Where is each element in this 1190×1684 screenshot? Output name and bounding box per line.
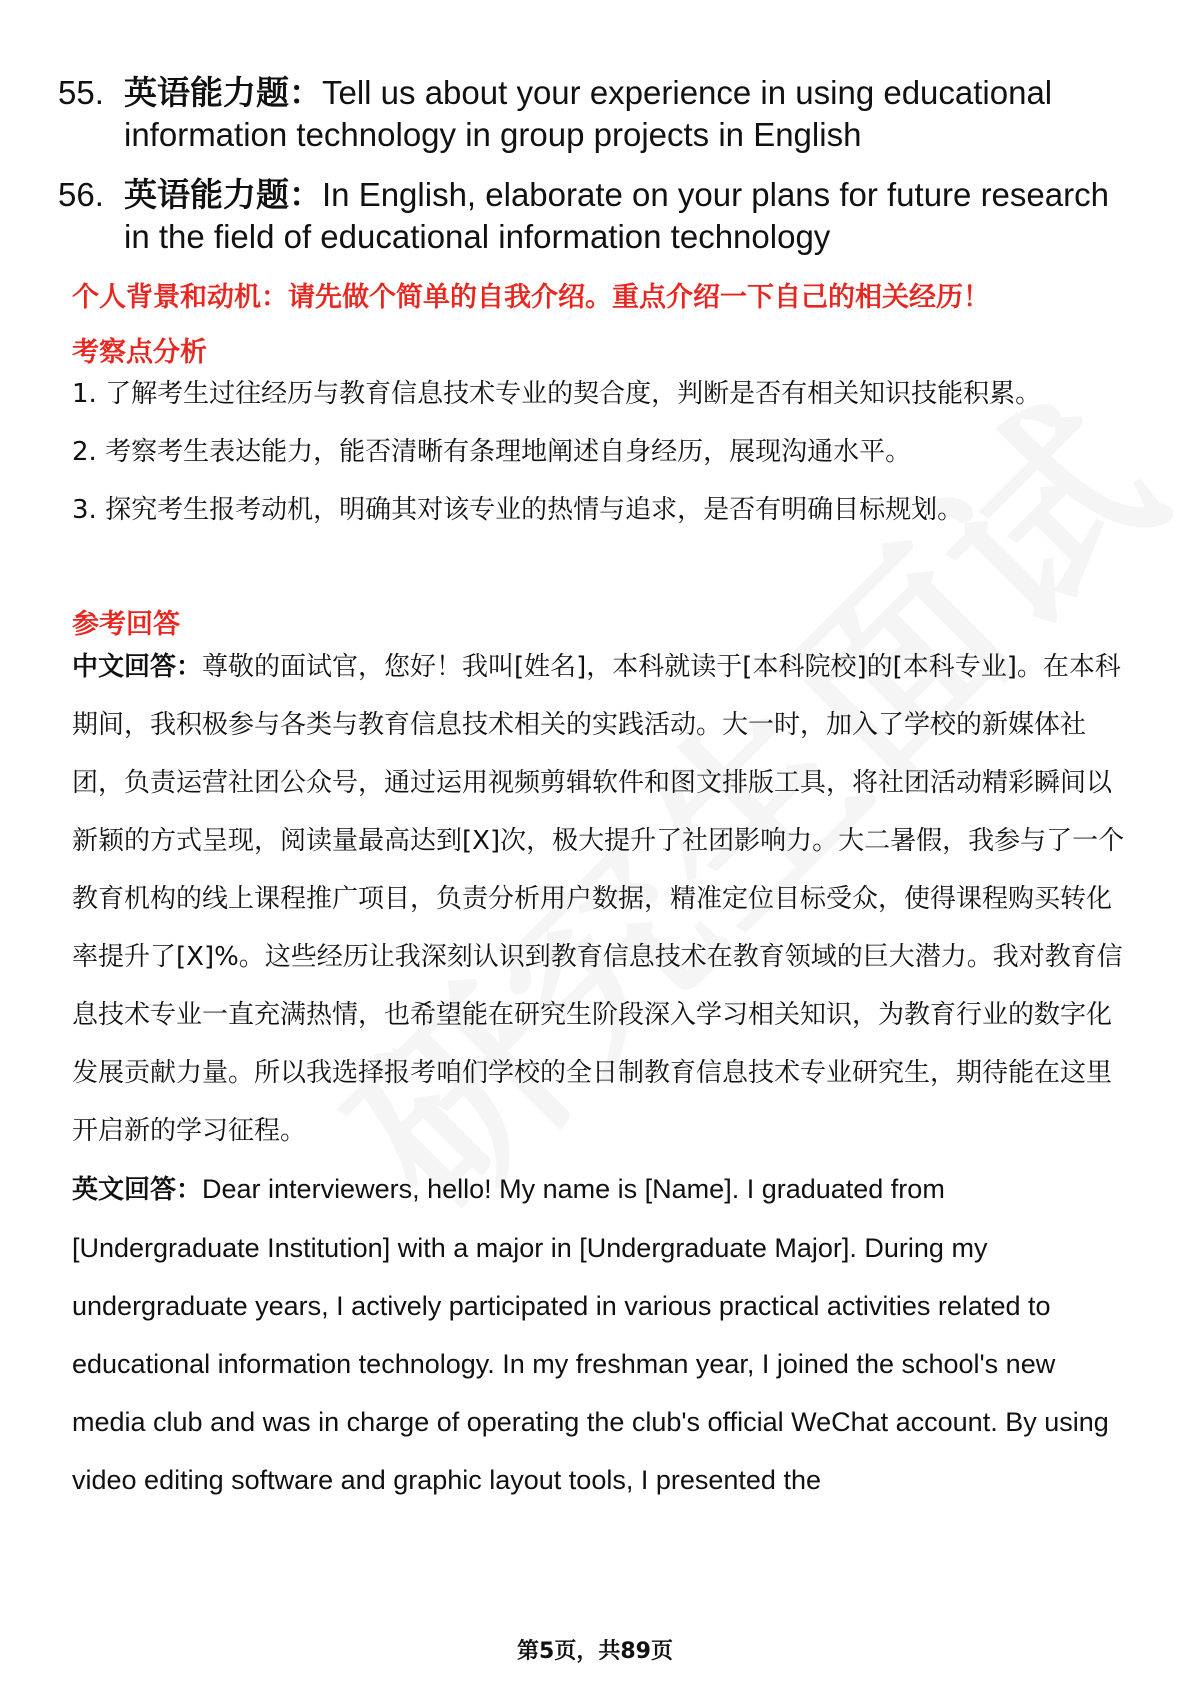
question-text: Tell us about your experience in using educational information technology in group projects in English bbox=[124, 74, 1053, 153]
chinese-answer-text: 尊敬的面试官，您好！我叫[姓名]，本科就读于[本科院校]的[本科专业]。在本科期间，我积极参与各类与教育信息技术相关的实践活动。大一时，加入了学校的新媒体社团，负责运营社团公众号，通过运用视频剪辑软件和图文排版工具，将社团活动精彩瞬间以新颖的方式呈现，阅读量最高达到[X]次，极大提升了社团影响力。大二暑假，我参与了一个教育机构的线上课程推广项目，负责分析用户数据，精准定位目标受众，使得课程购买转化率提升了[X]%。这些经历让我深刻认识到教育信息技术在教育领域的巨大潜力。我对教育信息技术专业一直充满热情，也希望能在研究生阶段深入学习相关知识，为教育行业的数字化发展贡献力量。所以我选择报考咱们学校的全日制教育信息技术专业研究生，期待能在这里开启新的学习征程。 bbox=[72, 652, 1125, 1146]
question-list bbox=[58, 72, 1138, 276]
question-tag: 英语能力题： bbox=[124, 176, 322, 213]
analysis-point-1: 1. 了解考生过往经历与教育信息技术专业的契合度，判断是否有相关知识技能积累。 bbox=[72, 379, 1042, 409]
analysis-point-3: 3. 探究考生报考动机，明确其对该专业的热情与追求，是否有明确目标规划。 bbox=[72, 495, 964, 525]
reference-title: 参考回答 bbox=[72, 609, 180, 640]
english-answer bbox=[72, 1160, 1132, 1509]
analysis-title: 考察点分析 bbox=[72, 337, 207, 368]
english-answer-label: 英文回答： bbox=[72, 1175, 203, 1205]
chinese-answer bbox=[72, 638, 1132, 1160]
question-number: 56. bbox=[58, 176, 104, 213]
chinese-answer-label: 中文回答： bbox=[72, 652, 203, 682]
question-text: In English, elaborate on your plans for future research in the field of educational information technology bbox=[124, 176, 1109, 255]
analysis-point-2: 2. 考察考生表达能力，能否清晰有条理地阐述自身经历，展现沟通水平。 bbox=[72, 437, 912, 467]
question-number: 55. bbox=[58, 74, 104, 111]
topic-heading: 个人背景和动机：请先做个简单的自我介绍。重点介绍一下自己的相关经历！ bbox=[72, 282, 990, 313]
english-answer-text: Dear interviewers, hello! My name is [Name]. I graduated from [Undergraduate Institution] with a major in [Undergraduate Major]. During my undergraduate years, I actively participated in various practical activities related to educational information technology. In my freshman year, I joined the school's new media club and was in charge of operating the club's official WeChat account. By using video editing software and graphic layout tools, I presented the bbox=[72, 1174, 1109, 1495]
question-body bbox=[124, 174, 1138, 258]
analysis-points bbox=[72, 365, 1132, 539]
question-item-56 bbox=[58, 174, 1138, 258]
question-item-55 bbox=[58, 72, 1138, 156]
page-number-footer: 第5页，共89页 bbox=[517, 1639, 673, 1664]
question-body bbox=[124, 72, 1138, 156]
question-tag: 英语能力题： bbox=[124, 74, 322, 111]
reference-answers bbox=[72, 638, 1132, 1509]
